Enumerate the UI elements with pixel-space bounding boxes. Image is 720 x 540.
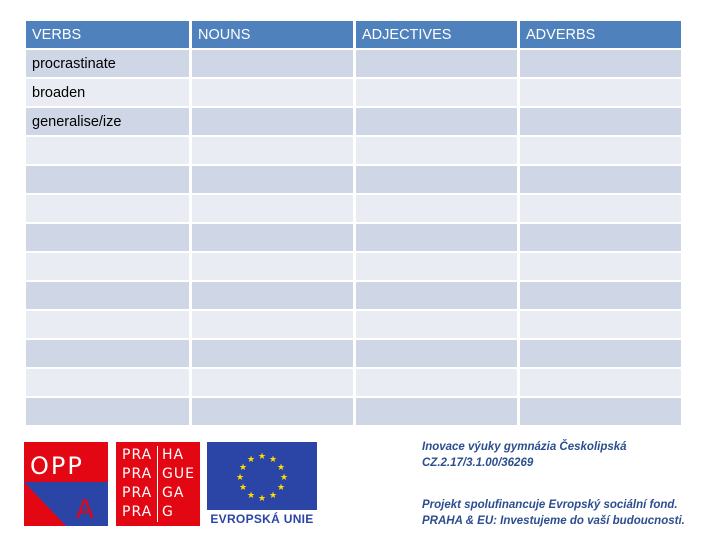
praha-logo-text: PRA — [122, 485, 153, 501]
table-cell[interactable] — [26, 253, 189, 280]
table-cell[interactable] — [520, 79, 681, 106]
praha-logo-text: HA — [162, 447, 185, 463]
table-cell[interactable] — [192, 311, 353, 338]
praha-logo-text: G — [162, 504, 174, 520]
table-row — [26, 166, 681, 193]
table-cell[interactable] — [520, 398, 681, 425]
svg-text:★: ★ — [257, 452, 267, 462]
table-cell[interactable] — [192, 108, 353, 135]
eu-flag-icon — [207, 442, 317, 510]
info-line: PRAHA & EU: Investujeme do vaší budoucnosti. — [422, 515, 685, 527]
table-cell[interactable]: procrastinate — [26, 50, 189, 77]
table-cell[interactable] — [192, 398, 353, 425]
praha-logo-text: PRA — [122, 447, 153, 463]
project-info-bottom — [422, 497, 685, 529]
table-cell[interactable] — [520, 195, 681, 222]
table-cell[interactable]: broaden — [26, 79, 189, 106]
praha-logo-text: PRA — [122, 504, 153, 520]
svg-text:★: ★ — [268, 455, 278, 465]
table-cell[interactable] — [520, 50, 681, 77]
oppa-logo — [24, 442, 108, 526]
table-cell[interactable] — [192, 50, 353, 77]
table-cell[interactable] — [356, 108, 517, 135]
table-cell[interactable] — [520, 311, 681, 338]
table-cell[interactable] — [192, 253, 353, 280]
table-row — [26, 137, 681, 164]
info-line: Inovace výuky gymnázia Českolipská — [422, 441, 627, 453]
table-cell[interactable] — [192, 137, 353, 164]
table-row — [26, 311, 681, 338]
table-cell[interactable] — [192, 340, 353, 367]
svg-text:★: ★ — [246, 491, 256, 501]
table-cell[interactable] — [26, 166, 189, 193]
table-cell[interactable] — [356, 398, 517, 425]
table-cell[interactable] — [26, 311, 189, 338]
table-row — [26, 79, 681, 106]
table-cell[interactable] — [520, 137, 681, 164]
table-row — [26, 253, 681, 280]
table-cell[interactable] — [192, 224, 353, 251]
header-verbs: VERBS — [26, 21, 189, 48]
table-cell[interactable] — [356, 137, 517, 164]
svg-text:★: ★ — [257, 494, 267, 504]
table-cell[interactable] — [356, 166, 517, 193]
table-cell[interactable] — [356, 340, 517, 367]
table-cell[interactable] — [520, 340, 681, 367]
table-row — [26, 282, 681, 309]
table-cell[interactable] — [356, 224, 517, 251]
table-cell[interactable]: generalise/ize — [26, 108, 189, 135]
praha-logo-text: GUE — [162, 466, 195, 482]
table-header-row — [26, 21, 681, 48]
info-line: CZ.2.17/3.1.00/36269 — [422, 457, 534, 469]
table-cell[interactable] — [26, 224, 189, 251]
word-forms-table — [23, 19, 684, 427]
table-row — [26, 340, 681, 367]
table-cell[interactable] — [520, 253, 681, 280]
svg-text:★: ★ — [235, 473, 245, 483]
table-row — [26, 50, 681, 77]
table-cell[interactable] — [520, 369, 681, 396]
svg-text:★: ★ — [268, 491, 278, 501]
table-cell[interactable] — [356, 50, 517, 77]
table-cell[interactable] — [356, 253, 517, 280]
project-info-top — [422, 439, 627, 471]
header-adjectives: ADJECTIVES — [356, 21, 517, 48]
table-cell[interactable] — [356, 311, 517, 338]
table-cell[interactable] — [192, 79, 353, 106]
table-cell[interactable] — [520, 108, 681, 135]
table-row — [26, 108, 681, 135]
praha-logo-text: PRA — [122, 466, 153, 482]
info-line: Projekt spolufinancuje Evropský sociální fond. — [422, 499, 678, 511]
table-cell[interactable] — [192, 166, 353, 193]
svg-text:★: ★ — [238, 483, 248, 493]
table-cell[interactable] — [192, 369, 353, 396]
svg-text:★: ★ — [238, 463, 248, 473]
table-cell[interactable] — [520, 282, 681, 309]
svg-text:★: ★ — [246, 455, 256, 465]
table-row — [26, 369, 681, 396]
svg-text:OPP: OPP — [30, 452, 84, 480]
table-cell[interactable] — [520, 224, 681, 251]
svg-text:★: ★ — [279, 473, 289, 483]
table-cell[interactable] — [26, 369, 189, 396]
praha-logo-text: GA — [162, 485, 185, 501]
table-cell[interactable] — [192, 282, 353, 309]
eu-label: EVROPSKÁ UNIE — [210, 512, 314, 526]
table-cell[interactable] — [192, 195, 353, 222]
header-nouns: NOUNS — [192, 21, 353, 48]
table-row — [26, 398, 681, 425]
table-cell[interactable] — [356, 282, 517, 309]
table-cell[interactable] — [356, 79, 517, 106]
svg-text:★: ★ — [276, 463, 286, 473]
table-cell[interactable] — [356, 195, 517, 222]
svg-text:A: A — [76, 495, 94, 525]
table-row — [26, 224, 681, 251]
table-cell[interactable] — [356, 369, 517, 396]
table-cell[interactable] — [26, 195, 189, 222]
table-row — [26, 195, 681, 222]
table-cell[interactable] — [26, 398, 189, 425]
header-adverbs: ADVERBS — [520, 21, 681, 48]
table-cell[interactable] — [520, 166, 681, 193]
praha-logo — [116, 442, 200, 526]
table-cell[interactable] — [26, 282, 189, 309]
svg-text:★: ★ — [276, 483, 286, 493]
table-cell[interactable] — [26, 340, 189, 367]
table-cell[interactable] — [26, 137, 189, 164]
praha-logo-divider — [157, 446, 158, 522]
